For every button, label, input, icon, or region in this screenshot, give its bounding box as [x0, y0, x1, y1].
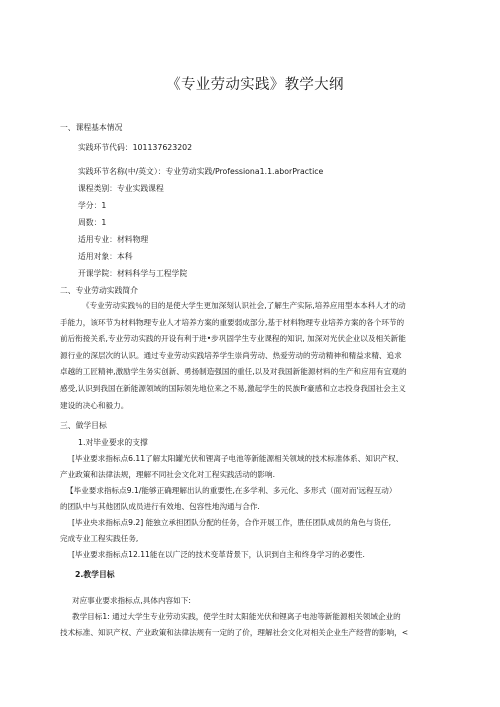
info-code: 实践环节代码：101137623202	[78, 143, 193, 152]
requirement-9-2-line-1: [毕业央求指标点9.2] 能独立承担团队分配的任务，合作开展工作，胜任团队成员的角色与货任,	[72, 518, 391, 528]
intro-line-4: 源行业的深层次的认识。通过专业劳动实践培养学生崇尚劳动、热爱劳动的劳动精神和精益求精、追求	[60, 350, 402, 360]
section-heading-intro: 二、专业劳动实践简介	[60, 286, 138, 295]
sub-heading-teaching-goals: 2.教学目标	[75, 570, 115, 580]
requirement-9-1	[60, 483, 450, 515]
info-name: 实践环节名称(中/英文）：专业劳动实践/Professiona1.1.aborPractice	[78, 167, 324, 176]
info-category: 课程类别：专业实践课程	[78, 184, 164, 193]
info-college: 开课学院：材料科学与工程学院	[78, 269, 188, 278]
requirement-12-1	[60, 547, 450, 563]
intro-paragraph	[60, 298, 450, 414]
goals-intro-line: 对应事业要求指标点,具体内容如下:	[72, 596, 191, 606]
requirement-9-2	[60, 515, 450, 547]
section-heading-goals: 三、做学目标	[60, 421, 107, 431]
requirement-6-1-line-1: [毕业要求指标点6.11了解太阳罐光伏和锂离子电池等新能源相关领域的技术标准体系、知识产权、	[72, 454, 404, 464]
requirement-9-1-line-2: 的团队中与其他团队成员进行有效地、包容性地沟通与合作.	[60, 502, 260, 512]
teaching-goal-1	[60, 609, 450, 641]
info-audience: 适用对象：本科	[78, 252, 133, 261]
document-title: 《专业劳动实践》教学大纲	[166, 77, 344, 93]
section-heading-basic-info: 一、课程基本情况	[60, 123, 123, 132]
sub-heading-support: 1.对毕业要求的支撑	[78, 438, 148, 448]
intro-line-5: 卓越的工匠精神,激励学生务实创新、勇扬制造强国的重任,以及对我国新能源材料的生产和应用有宜观的	[60, 367, 407, 377]
intro-line-6: 感受,认识到我国在新能源领域的国际领先地位来之不易,激起学生的民族Fr豪感和立志投身我国社会主义	[60, 383, 406, 393]
basic-info-list	[60, 142, 450, 279]
goals-intro	[60, 593, 450, 609]
requirement-9-1-line-1: 【毕业要求指标点9.1/能够正确理解出认的重要性,在多学利、多元化、多形式（面对而'远程互动）	[66, 486, 397, 496]
requirement-12-1-line-1: [毕业要求指标点12.11能在以广泛的技术变革背景下，认识到自主和终身学习的必要性.	[72, 550, 365, 560]
intro-line-3: 前后衔接关系,专业劳动实践的开设有利于进•步巩固学生专业课程的知识, 加深对光伏企业以及相关新能	[60, 334, 406, 344]
info-credits: 学分：1	[78, 201, 107, 210]
teaching-goal-1-line-2: 技术标准、知识产权、产业政策和法律法规有一定的了价，理解社会文化对相关企业生产经营的影响，<	[60, 628, 409, 638]
requirement-9-2-line-2: 完成专业工程实践任务,	[60, 534, 139, 544]
intro-line-2: 手能力，该环节为材料物理专业人才培养方案的重要弱成部分,基于材料物理专业培养方案的各个环节的	[60, 317, 405, 327]
info-major: 适用专业：材料物理	[78, 235, 149, 244]
teaching-goal-1-line-1: 教学目标1: 通过大学生专业劳动实践，使学生时太阳能光伏和锂离子电池等新能源相关领域企业的	[72, 612, 401, 622]
requirement-6-1-line-2: 产业政策和法律法规，理解不同社会文化对工程实践活动的影响.	[60, 470, 276, 480]
intro-line-7: 建设的决心和毅力。	[60, 400, 129, 410]
intro-line-1: 《专业劳动实践％的目的是使大学生更加深刻认识社会,了解生产实际,培养应用型本本科人才的动	[82, 301, 406, 310]
requirement-6-1	[60, 451, 450, 483]
info-weeks: 周数：1	[78, 218, 107, 227]
